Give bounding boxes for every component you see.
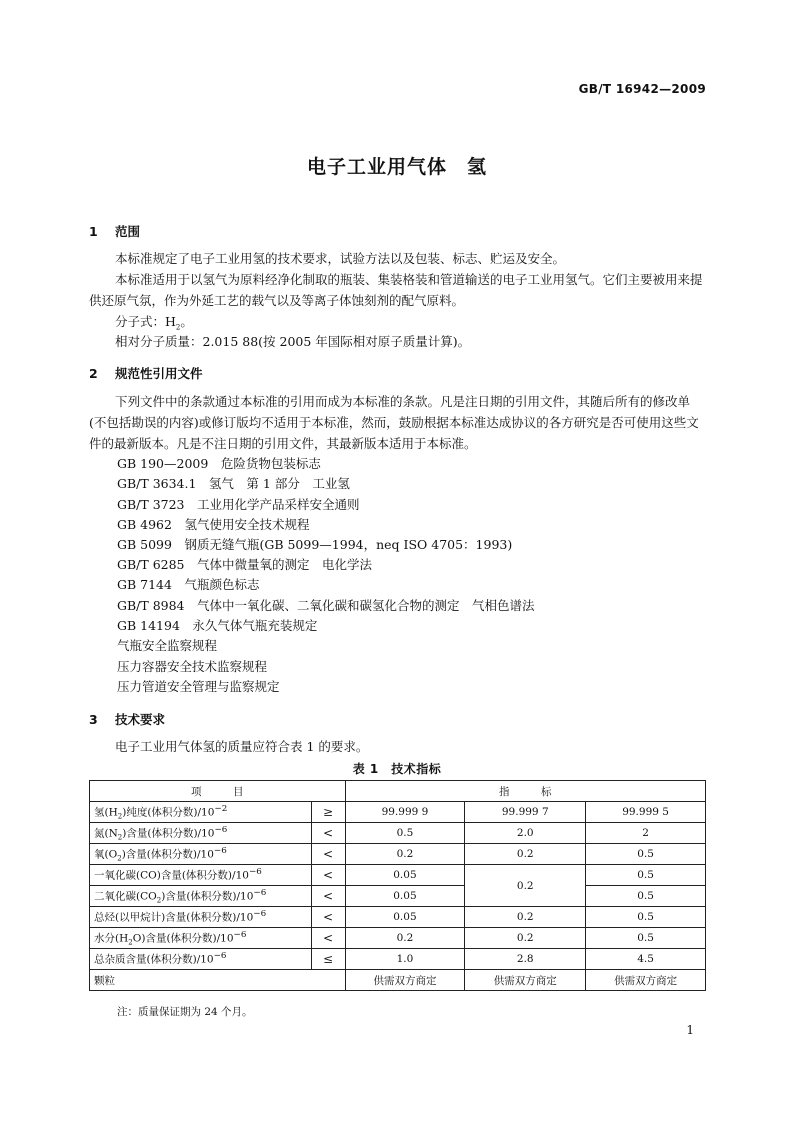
section-number: 3 [89,712,98,727]
row-label: 总杂质含量(体积分数)$/10^{-6}$ [90,949,312,970]
reference-item: GB/T 6285 气体中微量氧的测定 电化学法 [117,557,373,572]
row-label: 氮$(N_2)$含量(体积分数)$/10^{-6}$ [90,823,312,844]
row-label: 二氧化碳$(CO_2)$含量(体积分数)$/10^{-6}$ [90,886,312,907]
value-grade-2: 2.0 [465,823,586,844]
requirements-intro: 电子工业用气体氢的质量应符合表 1 的要求。 [115,739,369,754]
table-row [90,823,706,844]
reference-item: GB/T 3634.1 氢气 第 1 部分 工业氢 [117,476,350,491]
comparison-symbol: < [311,823,345,844]
value-grade-3: 供需双方商定 [586,970,706,991]
section-3-heading [89,710,165,728]
value-grade-3: 0.5 [586,928,706,949]
row-label: 总烃(以甲烷计)含量(体积分数)$/10^{-6}$ [90,907,312,928]
comparison-symbol: < [311,928,345,949]
row-label: 氧$(O_2)$含量(体积分数)$/10^{-6}$ [90,844,312,865]
scope-paragraph-1: 本标准规定了电子工业用氢的技术要求，试验方法以及包装、标志、贮运及安全。 [115,251,566,266]
table-header-row [90,781,706,802]
value-grade-3: 0.5 [586,886,706,907]
reference-item: GB 190—2009 危险货物包装标志 [117,456,321,471]
section-number: 2 [89,366,98,381]
comparison-symbol: < [311,865,345,886]
table-row [90,886,706,907]
formula-value: H [165,314,176,329]
section-title: 范围 [115,224,141,239]
value-grade-1: 0.05 [345,907,465,928]
value-grade-1: 0.2 [345,928,465,949]
table-row [90,949,706,970]
reference-item: GB 5099 钢质无缝气瓶(GB 5099—1994，neq ISO 4705：1993) [117,537,513,552]
scope-paragraph-2: 本标准适用于以氢气为原料经净化制取的瓶装、集装格装和管道输送的电子工业用氢气。它们主要被用来提供还原气氛，作为外延工艺的载气以及等离子体蚀刻剂的配气原料。 [89,272,703,308]
reference-item: GB 14194 永久气体气瓶充装规定 [117,618,318,633]
table-row [90,970,706,991]
section-number: 1 [89,224,98,239]
table-row [90,802,706,823]
value-grade-1: 1.0 [345,949,465,970]
value-grade-2: 0.2 [465,844,586,865]
table-row [90,928,706,949]
molecular-mass: 相对分子质量：2.015 88(按 2005 年国际相对原子质量计算)。 [115,334,471,349]
comparison-symbol: ≤ [311,949,345,970]
reference-item: 压力管道安全管理与监察规定 [117,679,280,694]
value-grade-3: 4.5 [586,949,706,970]
spec-table [89,780,706,991]
header-index: 指 标 [345,781,705,802]
section-2-heading [89,364,203,382]
reference-item: 压力容器安全技术监察规程 [117,659,268,674]
value-grade-1: 0.05 [345,886,465,907]
standard-number: GB/T 16942—2009 [578,82,706,96]
value-grade-2: 0.2 [465,928,586,949]
reference-item: GB/T 8984 气体中一氧化碳、二氧化碳和碳氢化合物的测定 气相色谱法 [117,598,535,613]
row-label: 一氧化碳(CO)含量(体积分数)$/10^{-6}$ [90,865,312,886]
value-grade-1: 0.5 [345,823,465,844]
table-row [90,844,706,865]
value-grade-2: 99.999 7 [465,802,586,823]
table-row [90,865,706,886]
value-grade-1: 99.999 9 [345,802,465,823]
value-grade-1: 供需双方商定 [345,970,465,991]
row-label: 水分$(H_2O)$含量(体积分数)$/10^{-6}$ [90,928,312,949]
formula-label: 分子式： [115,314,166,329]
table-caption: 表 1 技术指标 [352,762,442,776]
row-label: 氢$(H_2)$纯度(体积分数)$/10^{-2}$ [90,802,312,823]
comparison-symbol: < [311,886,345,907]
value-grade-3: 0.5 [586,844,706,865]
reference-item: GB 4962 氢气使用安全技术规程 [117,517,310,532]
row-label: 颗粒 [90,970,346,991]
header-item: 项 目 [90,781,346,802]
section-title: 规范性引用文件 [115,366,203,381]
value-grade-3: 2 [586,823,706,844]
value-grade-2: 2.8 [465,949,586,970]
formula-subscript: 2 [175,323,181,332]
section-1-heading [89,222,140,240]
formula-end: 。 [180,314,193,329]
value-grade-2: 供需双方商定 [465,970,586,991]
references-intro: 下列文件中的条款通过本标准的引用而成为本标准的条款。凡是注日期的引用文件，其随后所有的修改单(不包括勘误的内容)或修订版均不适用于本标准，然而，鼓励根据本标准达成协议的各方研究是否可使用这些文件的最新版本。凡是不注日期的引用文件，其最新版本适用于本标准。 [89,394,699,451]
comparison-symbol: ≥ [311,802,345,823]
table-row [90,907,706,928]
section-title: 技术要求 [115,712,166,727]
document-title: 电子工业用气体 氢 [306,156,487,178]
table-note: 注：质量保证期为 24 个月。 [117,1006,253,1018]
value-grade-1: 0.2 [345,844,465,865]
comparison-symbol: < [311,907,345,928]
reference-item: GB 7144 气瓶颜色标志 [117,577,260,592]
reference-item: 气瓶安全监察规程 [117,638,218,653]
value-grade-2: 0.2 [465,907,586,928]
value-grade-3: 99.999 5 [586,802,706,823]
comparison-symbol: < [311,844,345,865]
value-grade-3: 0.5 [586,907,706,928]
value-grade-2-merged: 0.2 [465,865,586,907]
value-grade-1: 0.05 [345,865,465,886]
reference-item: GB/T 3723 工业用化学产品采样安全通则 [117,497,360,512]
value-grade-3: 0.5 [586,865,706,886]
page-number: 1 [686,1023,694,1037]
